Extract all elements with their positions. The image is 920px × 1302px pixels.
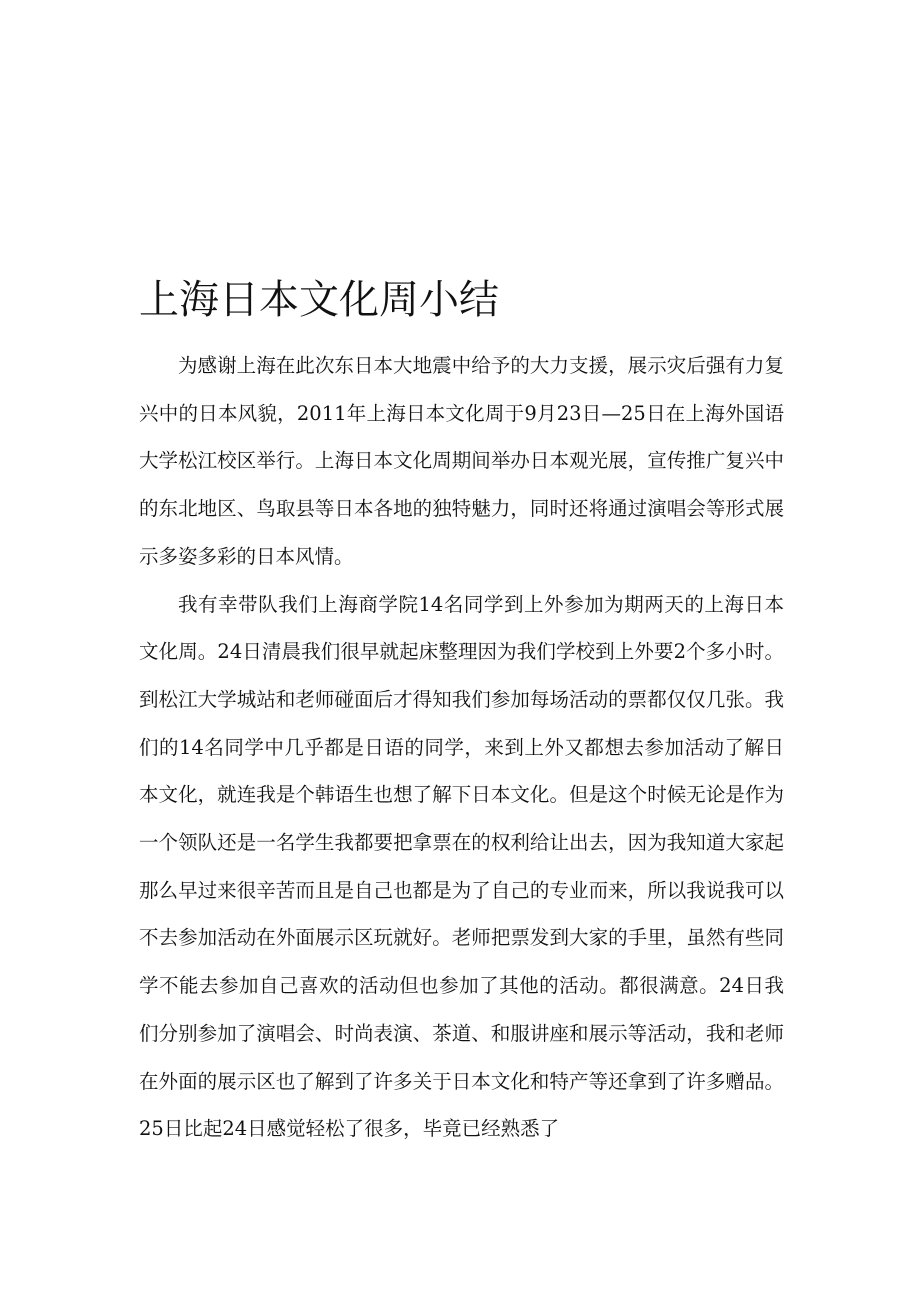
paragraph-experience: 我有幸带队我们上海商学院14名同学到上外参加为期两天的上海日本文化周。24日清晨我们很早就起床整理因为我们学校到上外要2个多小时。到松江大学城站和老师碰面后才得知我们参加每场活动的票都仅仅几张。我们的14名同学中几乎都是日语的同学，来到上外又都想去参加活动了解日本文化，就连我是个韩语生也想了解下日本文化。但是这个时候无论是作为一个领队还是一名学生我都要把拿票在的权利给让出去，因为我知道大家起那么早过来很辛苦而且是自己也都是为了自己的专业而来，所以我说我可以不去参加活动在外面展示区玩就好。老师把票发到大家的手里，虽然有些同学不能去参加自己喜欢的活动但也参加了其他的活动。都很满意。24日我们分别参加了演唱会、时尚表演、茶道、和服讲座和展示等活动，我和老师在外面的展示区也了解到了许多关于日本文化和特产等还拿到了许多赠品。25日比起24日感觉轻松了很多，毕竟已经熟悉了 [139, 592, 784, 1141]
document-body [139, 272, 784, 1153]
document-title: 上海日本文化周小结 [139, 277, 499, 323]
paragraph-intro: 为感谢上海在此次东日本大地震中给予的大力支援，展示灾后强有力复兴中的日本风貌，2011年上海日本文化周于9月23日—25日在上海外国语大学松江校区举行。上海日本文化周期间举办日本观光展，宣传推广复兴中的东北地区、鸟取县等日本各地的独特魅力，同时还将通过演唱会等形式展示多姿多彩的日本风情。 [139, 354, 784, 568]
